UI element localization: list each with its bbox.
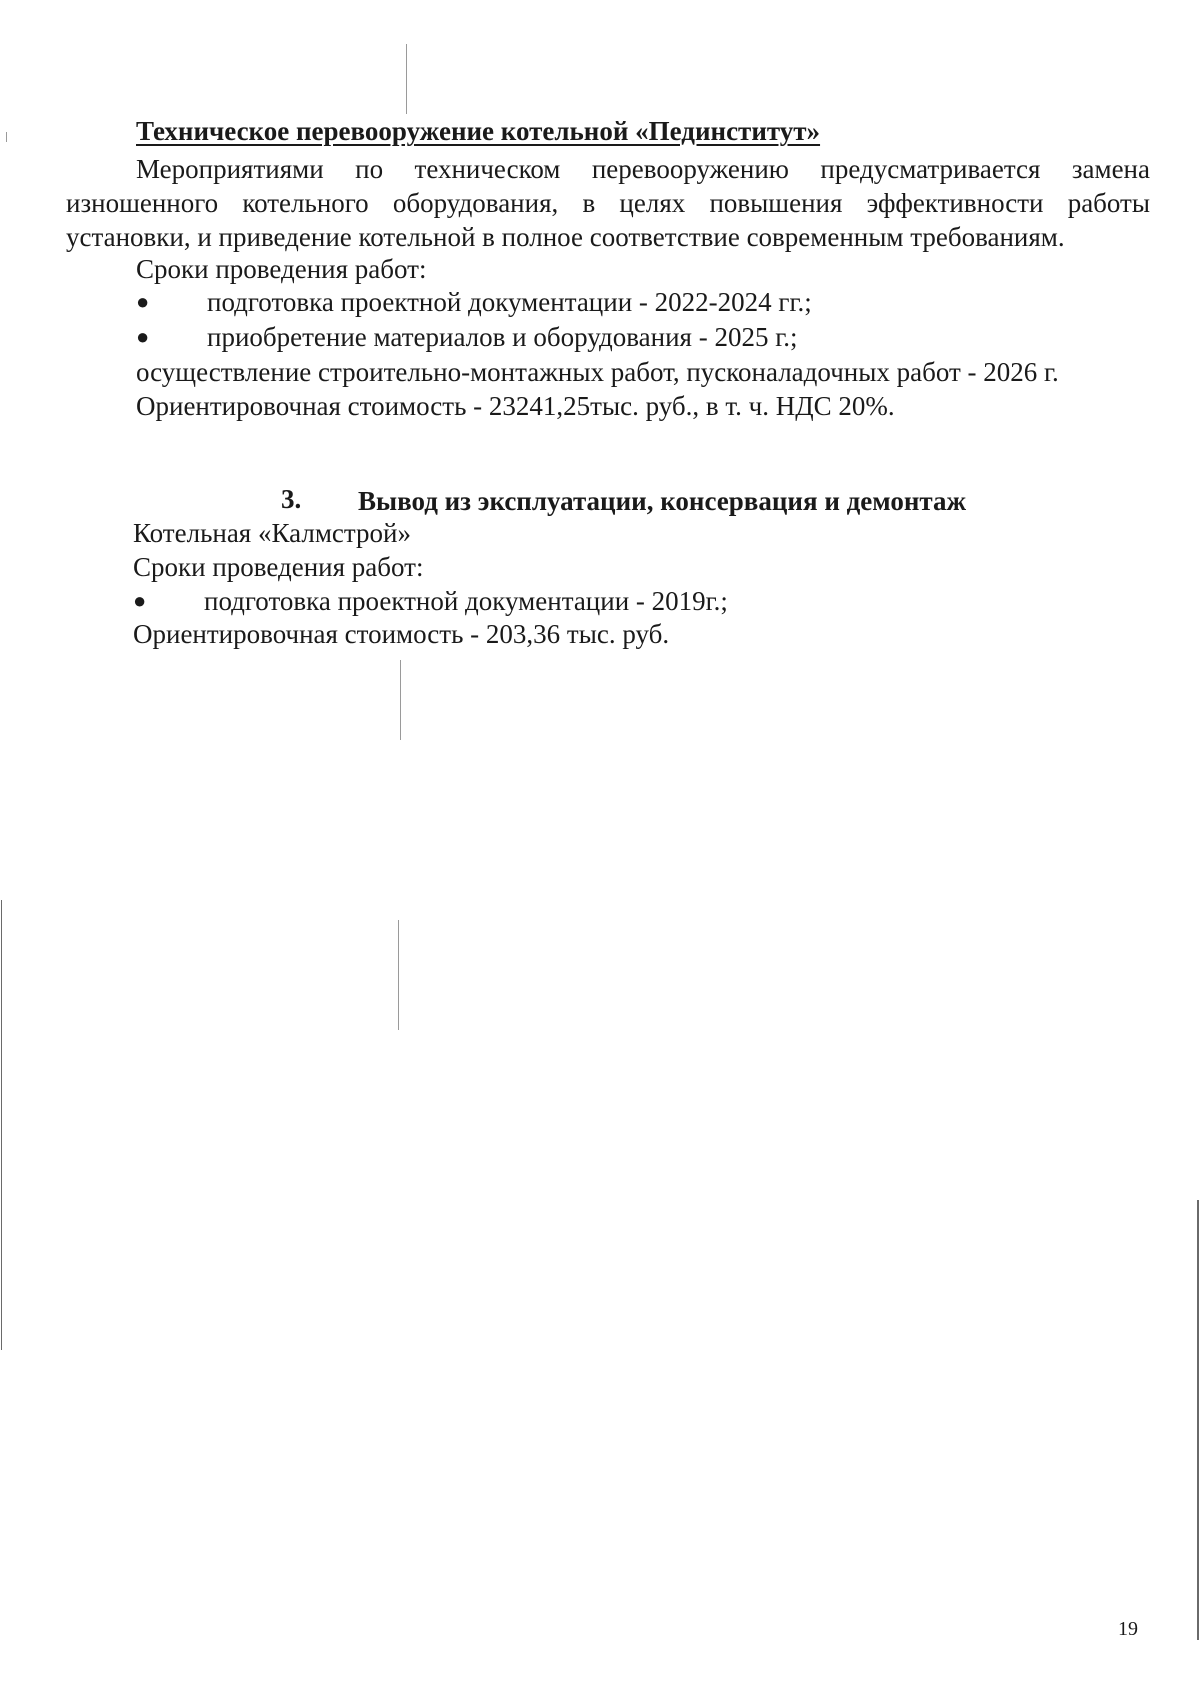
scan-artifact: [6, 132, 7, 142]
terms-label-2: Сроки проведения работ:: [133, 552, 424, 582]
section-title-decommission: Вывод из эксплуатации, консервация и демонтаж: [358, 486, 967, 516]
paragraph-line-3: установки, и приведение котельной в полное соответствие современным требованиям.: [66, 222, 1065, 252]
object-line: Котельная «Калмстрой»: [133, 518, 411, 548]
terms-label: Сроки проведения работ:: [136, 254, 427, 284]
page-number: 19: [1118, 1618, 1138, 1640]
paragraph-line-1: Мероприятиями по техническом перевооружению предусматривается замена: [136, 154, 1150, 184]
construction-line: осуществление строительно-монтажных работ, пусконаладочных работ - 2026 г.: [136, 357, 1059, 387]
scan-artifact: [398, 920, 399, 1030]
bullet-materials: приобретение материалов и оборудования - 2025 г.;: [207, 322, 798, 352]
cost-line-2: Ориентировочная стоимость - 203,36 тыс. руб.: [133, 619, 670, 649]
bullet-marker: ●: [133, 588, 147, 613]
paragraph-line-2: изношенного котельного оборудования, в целях повышения эффективности работы: [66, 188, 1150, 218]
scan-edge: [1, 900, 2, 1350]
bullet-marker: ●: [136, 324, 150, 349]
bullet-design-docs: подготовка проектной документации - 2022-2024 гг.;: [207, 287, 812, 317]
section-title-reequipment: Техническое перевооружение котельной «Пединститут»: [136, 116, 821, 146]
scan-artifact: [406, 44, 407, 114]
bullet-marker: ●: [136, 289, 150, 314]
cost-line: Ориентировочная стоимость - 23241,25тыс. руб., в т. ч. НДС 20%.: [136, 391, 895, 421]
scan-artifact: [400, 660, 401, 740]
section-number: 3.: [281, 484, 302, 514]
bullet-design-docs-2: подготовка проектной документации - 2019г.;: [204, 586, 728, 616]
scan-edge: [1197, 1200, 1199, 1640]
